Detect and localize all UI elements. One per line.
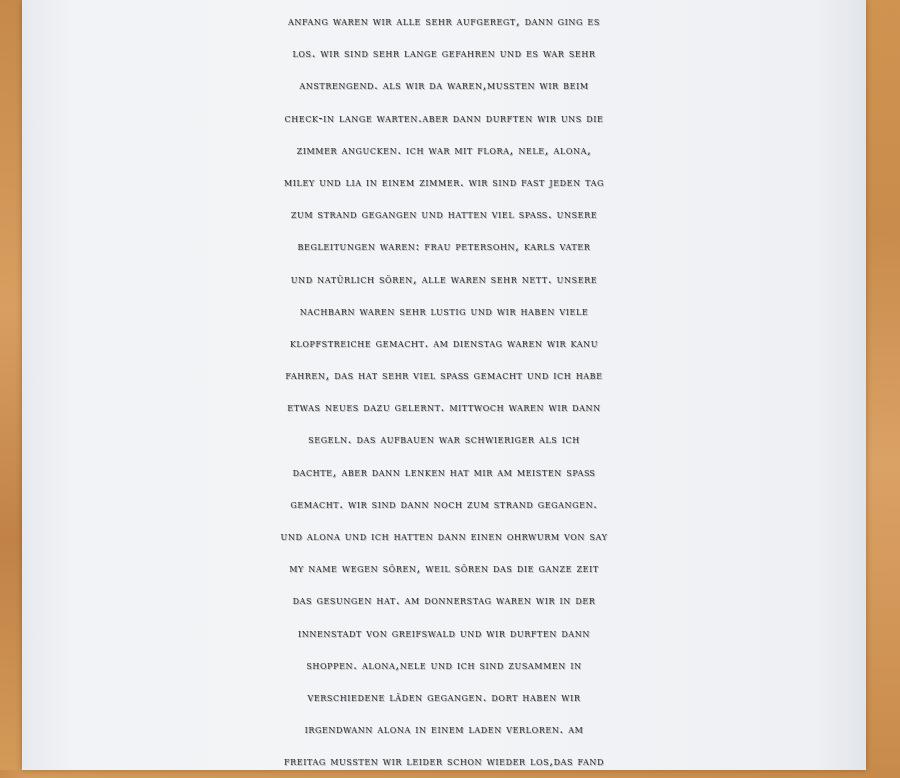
text-line-13: etwas neues dazu gelernt. mittwoch waren wir dann (287, 400, 601, 415)
paper-sheet (22, 0, 866, 770)
text-line-11: klopfstreiche gemacht. am dienstag waren wir kanu (289, 335, 599, 350)
wooden-surface-right (866, 0, 900, 770)
text-line-24: freitag mussten wir leider schon wieder los,das fand (284, 754, 604, 769)
text-line-23: irgendwann alona in einem laden verloren. am (304, 722, 584, 737)
text-line-21: shoppen. alona,nele und ich sind zusammen in (306, 657, 582, 672)
text-line-16: gemacht. wir sind dann noch zum strand gegangen. (290, 496, 598, 511)
text-line-3: anstrengend. als wir da waren,mussten wir beim (299, 78, 589, 93)
text-line-10: nachbarn waren sehr lustig und wir haben viele (299, 303, 589, 318)
text-line-15: dachte, aber dann lenken hat mir am meisten spaß (292, 464, 596, 479)
text-line-9: und natürlich sören, alle waren sehr nett. unsere (290, 271, 598, 286)
document-text (22, 5, 866, 778)
text-line-17: und alona und ich hatten dann einen ohrwurm von say (280, 529, 608, 543)
text-line-8: begleitungen waren: frau petersohn, karls vater (297, 239, 591, 254)
text-line-1: anfang waren wir alle sehr aufgeregt, dann ging es (288, 14, 600, 28)
text-line-12: fahren, das hat sehr viel spaß gemacht und ich habe (285, 368, 603, 383)
text-line-6: miley und lia in einem zimmer. wir sind fast jeden tag (284, 174, 604, 189)
text-line-20: innenstadt von greifswald und wir durften dann (297, 625, 591, 640)
text-line-19: das gesungen hat. am donnerstag waren wir in der (292, 593, 596, 608)
text-line-2: los. wir sind sehr lange gefahren und es war sehr (292, 46, 596, 61)
text-line-7: zum strand gegangen und hatten viel spaß. unsere (290, 207, 598, 222)
text-line-5: zimmer angucken. ich war mit flora, nele, alona, (296, 142, 592, 157)
text-line-18: my name wegen sören, weil sören das die ganze zeit (289, 561, 599, 576)
wooden-surface-left (0, 0, 22, 770)
text-line-4: check-in lange warten.aber dann durften wir uns die (284, 110, 604, 125)
text-line-22: verschiedene läden gegangen. dort haben wir (307, 689, 581, 704)
text-line-14: segeln. das aufbauen war schwieriger als ich (308, 432, 580, 447)
